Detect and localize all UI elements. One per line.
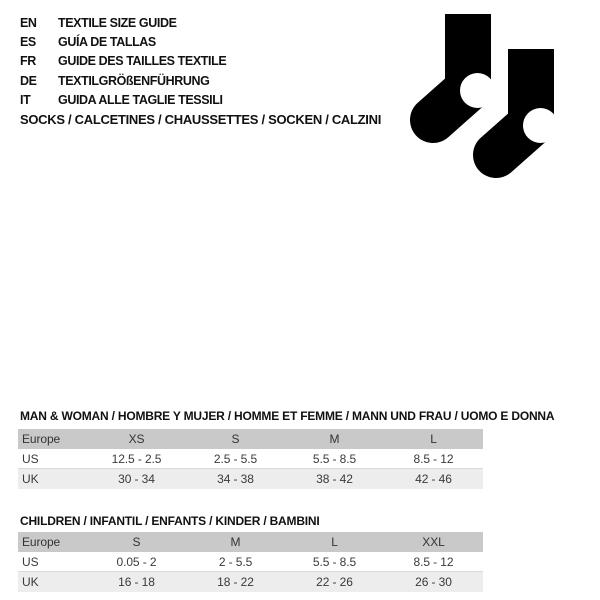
size-value: 30 - 34 <box>118 472 155 486</box>
size-value: 34 - 38 <box>217 472 254 486</box>
size-table-man-woman <box>18 429 483 489</box>
table-row-uk <box>18 572 483 592</box>
size-value: 22 - 26 <box>316 575 353 589</box>
table-header-row <box>18 429 483 449</box>
language-row-de <box>20 71 226 90</box>
table-row-us <box>18 552 483 572</box>
language-label: TEXTILGRÖßENFÜHRUNG <box>58 73 210 88</box>
language-code: DE <box>20 73 37 88</box>
header-cell-size: XXL <box>422 535 445 549</box>
header-cell-size: S <box>231 432 240 446</box>
language-label: GUÍA DE TALLAS <box>58 34 156 49</box>
size-value: 12.5 - 2.5 <box>111 451 162 466</box>
language-list <box>20 13 226 109</box>
header-cell-region: Europe <box>22 432 61 446</box>
header-cell-size: L <box>331 535 338 549</box>
language-code: ES <box>20 34 36 49</box>
size-value: 2 - 5.5 <box>218 554 253 569</box>
size-value: 5.5 - 8.5 <box>312 451 357 466</box>
size-value: 38 - 42 <box>316 472 353 486</box>
size-value: 5.5 - 8.5 <box>312 554 357 569</box>
language-label: TEXTILE SIZE GUIDE <box>58 15 177 30</box>
size-value: 16 - 18 <box>118 575 155 589</box>
table-title-man-woman: MAN & WOMAN / HOMBRE Y MUJER / HOMME ET FEMME / MANN UND FRAU / UOMO E DONNA <box>20 409 555 423</box>
size-value: 8.5 - 12 <box>413 554 454 569</box>
language-code: FR <box>20 54 36 69</box>
size-value: 8.5 - 12 <box>413 451 454 466</box>
header-cell-size: M <box>230 535 241 549</box>
language-code: IT <box>20 92 31 107</box>
size-value: 0.05 - 2 <box>116 554 157 569</box>
row-label: UK <box>22 575 39 589</box>
header-cell-size: S <box>132 535 141 549</box>
size-table-children <box>18 532 483 592</box>
table-row-uk <box>18 469 483 489</box>
header-cell-region: Europe <box>22 535 61 549</box>
header-cell-size: XS <box>128 432 145 446</box>
language-row-fr <box>20 52 226 71</box>
row-label: US <box>22 554 39 569</box>
language-row-it <box>20 90 226 109</box>
socks-icon <box>410 10 560 190</box>
language-label: GUIDA ALLE TAGLIE TESSILI <box>58 92 223 107</box>
header-cell-size: M <box>329 432 340 446</box>
table-title-children: CHILDREN / INFANTIL / ENFANTS / KINDER / BAMBINI <box>20 514 320 528</box>
size-value: 18 - 22 <box>217 575 254 589</box>
header-cell-size: L <box>430 432 437 446</box>
size-value: 42 - 46 <box>415 472 452 486</box>
language-code: EN <box>20 15 37 30</box>
language-row-es <box>20 32 226 51</box>
category-title: SOCKS / CALCETINES / CHAUSSETTES / SOCKEN / CALZINI <box>20 112 382 127</box>
table-header-row <box>18 532 483 552</box>
language-label: GUIDE DES TAILLES TEXTILE <box>58 54 227 69</box>
size-value: 26 - 30 <box>415 575 452 589</box>
sock-left-glyph <box>433 14 495 120</box>
sock-right-glyph <box>496 49 558 155</box>
table-row-us <box>18 449 483 469</box>
row-label: UK <box>22 472 39 486</box>
size-value: 2.5 - 5.5 <box>213 451 258 466</box>
language-row-en <box>20 13 226 32</box>
row-label: US <box>22 451 39 466</box>
